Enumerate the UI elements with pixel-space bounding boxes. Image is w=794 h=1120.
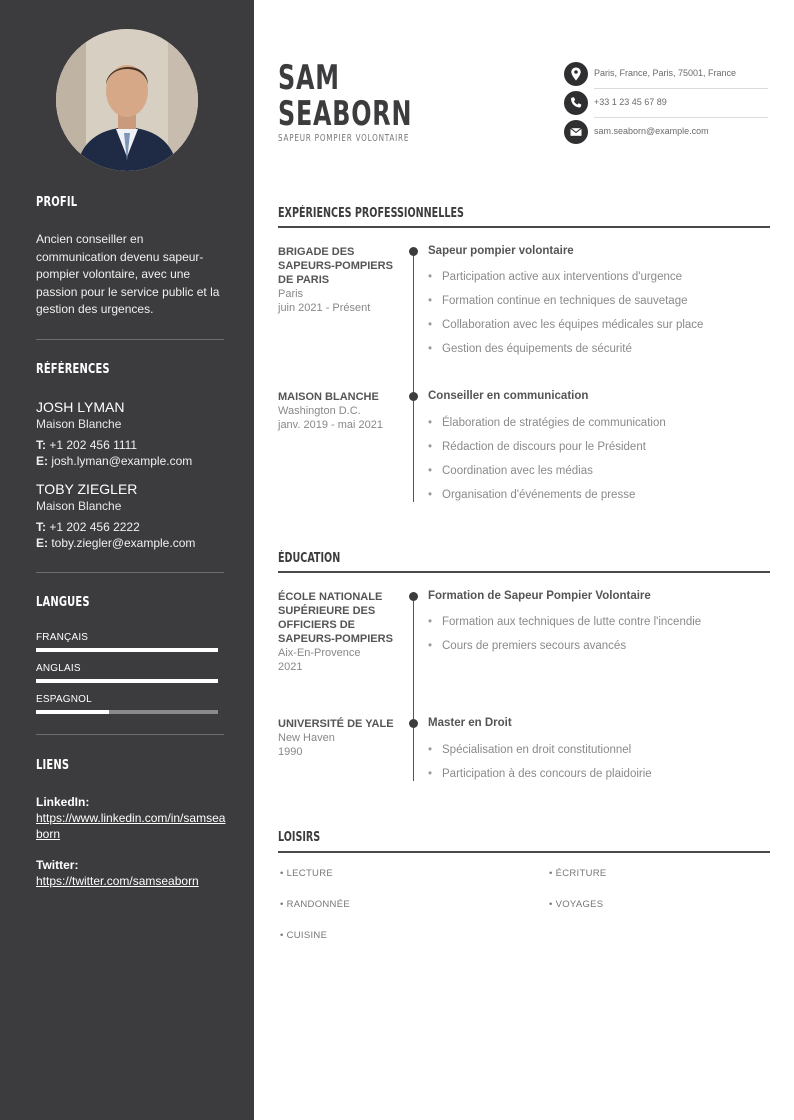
language-item (36, 632, 218, 652)
role-bullets (428, 265, 768, 361)
sidebar-divider (36, 734, 224, 735)
language-level-bar (36, 710, 218, 714)
envelope-icon (564, 120, 588, 144)
experience-meta (278, 390, 398, 432)
organization-name: BRIGADE DES SAPEURS-POMPIERS DE PARIS (278, 246, 393, 286)
phone-text: +33 1 23 45 67 89 (594, 97, 667, 107)
bullet-item: • Organisation d'événements de presse (428, 483, 768, 507)
language-name: FRANÇAIS (36, 632, 89, 643)
bullet-item: • Gestion des équipements de sécurité (428, 337, 768, 361)
reference-email: E: josh.lyman@example.com (36, 454, 193, 468)
timeline-line (413, 250, 414, 502)
language-name: ESPAGNOL (36, 694, 92, 705)
organization-name: UNIVERSITÉ DE YALE (278, 718, 394, 730)
reference-item (36, 480, 236, 551)
language-item (36, 663, 218, 683)
link-label: LinkedIn: (36, 795, 90, 809)
address-text: Paris, France, Paris, 75001, France (594, 68, 737, 78)
languages-section-title: LANGUES (36, 595, 90, 610)
profile-text: Ancien conseiller en communication devenu sapeur-pompier volontaire, avec une passion pour le service public et la gestion des urgences. (36, 232, 220, 316)
sidebar-divider (36, 572, 224, 573)
degree-bullets (428, 610, 768, 658)
email-text: sam.seaborn@example.com (594, 126, 709, 136)
bullet-item: • Collaboration avec les équipes médicales sur place (428, 313, 768, 337)
hobbies-section-title: LOISIRS (278, 830, 321, 845)
bullet-item: • Formation continue en techniques de sauvetage (428, 289, 768, 313)
profile-photo (56, 29, 198, 171)
experience-meta (278, 245, 398, 315)
bullet-item: • Élaboration de stratégies de communication (428, 411, 768, 435)
location: Aix-En-Provence (278, 647, 361, 659)
avatar-illustration (56, 29, 198, 171)
links-section-title: LIENS (36, 758, 70, 773)
dates: 2021 (278, 661, 303, 673)
dates: janv. 2019 - mai 2021 (278, 419, 383, 431)
role-title: Conseiller en communication (428, 390, 589, 402)
organization-name: ÉCOLE NATIONALE SUPÉRIEURE DES OFFICIERS DE SAPEURS-POMPIERS (278, 591, 393, 645)
education-section-title: ÉDUCATION (278, 551, 341, 566)
section-rule (278, 571, 770, 573)
link-item-linkedin (36, 794, 226, 842)
bullet-item: • Rédaction de discours pour le Président (428, 435, 768, 459)
reference-item (36, 398, 236, 469)
twitter-link[interactable]: https://twitter.com/samseaborn (36, 874, 199, 888)
language-level-bar (36, 679, 218, 683)
timeline-dot (409, 392, 418, 401)
section-rule (278, 851, 770, 853)
organization-name: MAISON BLANCHE (278, 391, 379, 403)
timeline-dot (409, 719, 418, 728)
link-label: Twitter: (36, 858, 79, 872)
degree-title: Formation de Sapeur Pompier Volontaire (428, 590, 651, 602)
dates: juin 2021 - Présent (278, 302, 371, 314)
role-bullets (428, 411, 768, 507)
language-name: ANGLAIS (36, 663, 81, 674)
location-pin-icon (564, 62, 588, 86)
references-section-title: RÉFÉRENCES (36, 362, 110, 377)
reference-name: TOBY ZIEGLER (36, 481, 138, 497)
link-item-twitter (36, 857, 226, 889)
role-title: Sapeur pompier volontaire (428, 245, 574, 257)
location: New Haven (278, 732, 335, 744)
bullet-item: • Spécialisation en droit constitutionnel (428, 738, 768, 762)
hobby-item: • RANDONNÉE (280, 899, 350, 910)
language-level-bar (36, 648, 218, 652)
reference-email: E: toby.ziegler@example.com (36, 536, 196, 550)
job-title: SAPEUR POMPIER VOLONTAIRE (278, 133, 410, 144)
contact-address (564, 60, 768, 89)
degree-bullets (428, 738, 768, 786)
education-meta (278, 717, 398, 759)
bullet-item: • Participation active aux interventions d'urgence (428, 265, 768, 289)
bullet-item: • Cours de premiers secours avancés (428, 634, 768, 658)
hobby-item: • VOYAGES (549, 899, 604, 910)
bullet-item: • Participation à des concours de plaidoirie (428, 762, 768, 786)
first-name: SAM (278, 58, 340, 98)
last-name: SEABORN (278, 94, 413, 134)
dates: 1990 (278, 746, 303, 758)
contact-email (564, 118, 768, 147)
hobby-item: • LECTURE (280, 868, 334, 879)
bullet-item: • Coordination avec les médias (428, 459, 768, 483)
reference-phone: T: +1 202 456 1111 (36, 438, 138, 452)
location: Washington D.C. (278, 405, 361, 417)
education-meta (278, 590, 398, 674)
experience-section-title: EXPÉRIENCES PROFESSIONNELLES (278, 206, 464, 221)
section-rule (278, 226, 770, 228)
phone-icon (564, 91, 588, 115)
timeline-dot (409, 247, 418, 256)
sidebar-divider (36, 339, 224, 340)
location: Paris (278, 288, 304, 300)
linkedin-link[interactable]: https://www.linkedin.com/in/samseaborn (36, 811, 226, 841)
hobby-item: • ÉCRITURE (549, 868, 607, 879)
timeline-line (413, 595, 414, 781)
reference-name: JOSH LYMAN (36, 399, 125, 415)
hobby-item: • CUISINE (280, 930, 328, 941)
reference-org: Maison Blanche (36, 499, 122, 513)
profile-section-title: PROFIL (36, 195, 78, 210)
reference-org: Maison Blanche (36, 417, 122, 431)
language-item (36, 694, 218, 714)
reference-phone: T: +1 202 456 2222 (36, 520, 140, 534)
contact-phone (564, 89, 768, 118)
timeline-dot (409, 592, 418, 601)
bullet-item: • Formation aux techniques de lutte contre l'incendie (428, 610, 768, 634)
degree-title: Master en Droit (428, 717, 512, 729)
sidebar (0, 0, 254, 1120)
